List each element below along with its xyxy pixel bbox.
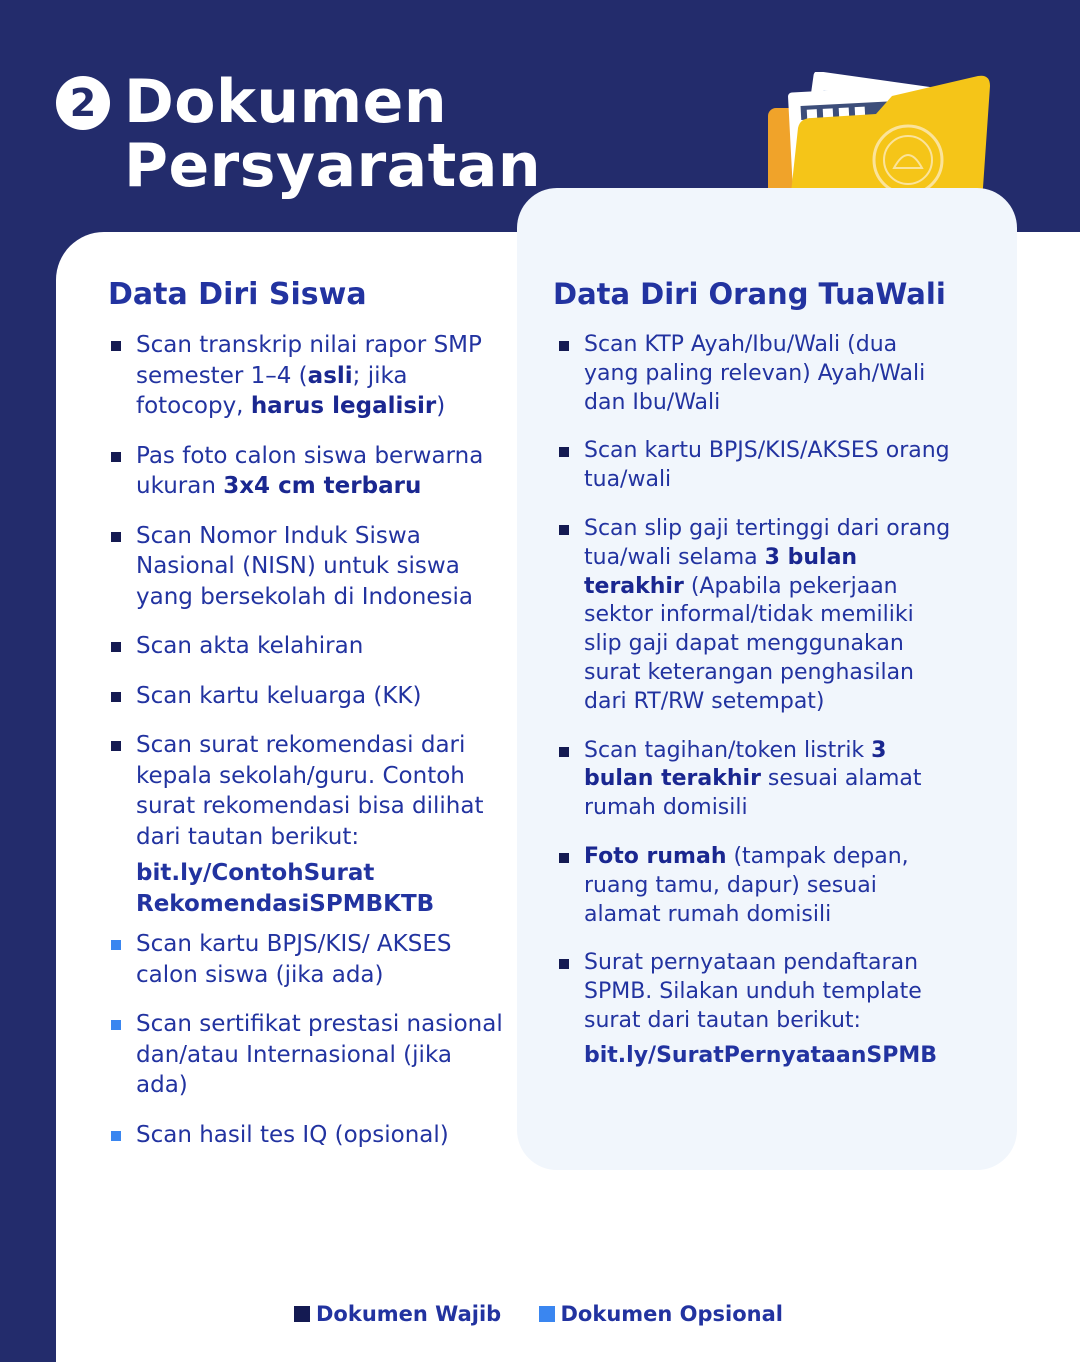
required-bullet-icon [559,341,569,351]
required-square-icon [294,1306,310,1322]
list-item [556,843,956,929]
list-item-text: Scan kartu BPJS/KIS/AKSES orang tua/wali [584,438,950,493]
required-bullet-icon [559,525,569,535]
parent-document-list [556,331,956,1081]
list-item [108,929,508,990]
required-bullet-icon [111,692,121,702]
optional-bullet-icon [111,1020,121,1030]
list-item [108,521,508,613]
required-bullet-icon [559,959,569,969]
optional-square-icon [539,1306,555,1322]
required-bullet-icon [111,642,121,652]
list-item [108,1120,508,1151]
required-bullet-icon [111,341,121,351]
statement-letter-link[interactable]: bit.ly/SuratPernyataanSPMB [584,1042,938,1068]
required-bullet-icon [559,447,569,457]
list-item-text: Scan akta kelahiran [136,633,364,659]
optional-bullet-icon [111,940,121,950]
list-item [108,730,508,919]
list-item-text: Scan kartu keluarga (KK) [136,682,422,709]
page-title: Dokumen Persyaratan [124,67,542,201]
legend [294,1300,813,1328]
list-item [556,331,956,417]
optional-bullet-icon [111,1131,121,1141]
list-item-text: Pas foto calon siswa berwarna ukuran 3x4 cm terbaru [136,442,484,499]
list-item [108,441,508,502]
right-column-title: Data Diri Orang TuaWali [553,277,946,311]
list-item-text: Scan slip gaji tertinggi dari orang tua/wali selama 3 bulan terakhir (Apabila pekerjaan sektor informal/tidak memiliki slip gaji dapat menggunakan surat keterangan penghasilan dari RT/RW setempat) [584,515,951,714]
list-item [556,949,956,1070]
list-item-text: Surat pernyataan pendaftaran SPMB. Silakan unduh template surat dari tautan berikut: [584,950,922,1033]
required-bullet-icon [111,532,121,542]
folder-documents-illustration [768,72,998,202]
required-bullet-icon [111,452,121,462]
list-item-text: Scan tagihan/token listrik 3 bulan terakhir sesuai alamat rumah domisili [584,737,922,821]
required-bullet-icon [111,741,121,751]
list-item [556,515,956,717]
legend-required: Dokumen Wajib [294,1300,501,1328]
step-number-badge: 2 [56,76,110,130]
list-item-text: Scan surat rekomendasi dari kepala sekolah/guru. Contoh surat rekomendasi bisa dilihat dari tautan berikut: [136,732,484,850]
list-item [556,437,956,495]
list-item [108,681,508,712]
folder-icon [768,72,998,202]
list-item [108,1009,508,1101]
list-item-text: Scan Nomor Induk Siswa Nasional (NISN) untuk siswa yang bersekolah di Indonesia [136,522,474,610]
list-item [556,737,956,823]
list-item-text: Scan sertifikat prestasi nasional dan/atau Internasional (jika ada) [136,1011,503,1098]
recommendation-letter-link[interactable]: bit.ly/ContohSurat RekomendasiSPMBKTB [136,860,435,917]
list-item-text: Foto rumah (tampak depan, ruang tamu, dapur) sesuai alamat rumah domisili [584,843,909,927]
list-item [108,330,508,422]
list-item-text: Scan kartu BPJS/KIS/ AKSES calon siswa (jika ada) [136,931,452,988]
required-bullet-icon [559,747,569,757]
list-item-text: Scan hasil tes IQ (opsional) [136,1121,449,1148]
list-item-text: Scan transkrip nilai rapor SMP semester 1–4 (asli; jika fotocopy, harus legalisir) [136,332,482,419]
student-document-list [108,330,508,1169]
list-item [108,631,508,662]
legend-optional: Dokumen Opsional [539,1300,784,1328]
required-bullet-icon [559,853,569,863]
left-column-title: Data Diri Siswa [108,277,367,312]
list-item-text: Scan KTP Ayah/Ibu/Wali (dua yang paling relevan) Ayah/Wali dan Ibu/Wali [584,332,926,415]
